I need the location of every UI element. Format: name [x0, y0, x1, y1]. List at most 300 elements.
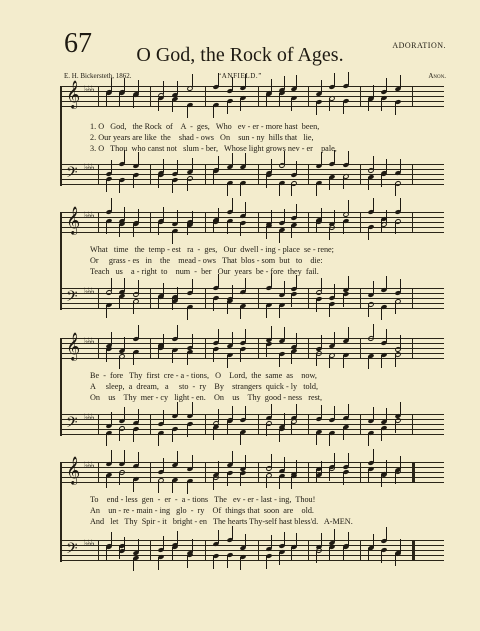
note-stem: [271, 404, 272, 417]
note-stem: [119, 224, 120, 237]
note-stem: [172, 231, 173, 244]
note-stem: [245, 153, 246, 166]
note-stem: [316, 469, 317, 482]
barline: [308, 86, 309, 106]
barline: [98, 414, 99, 434]
note-stem: [329, 433, 330, 446]
note-stem: [279, 93, 280, 106]
lyric-line: 1. O God, the Rock of A - ges, Who ev - er - more hast been,: [90, 122, 320, 131]
barline: [308, 164, 309, 184]
note-stem: [111, 412, 112, 425]
note-stem: [177, 325, 178, 338]
note-stem: [158, 345, 159, 358]
note-stem: [158, 98, 159, 111]
note-stem: [386, 527, 387, 540]
barline: [205, 414, 206, 434]
note-stem: [177, 210, 178, 223]
note-stem: [227, 183, 228, 196]
note-stem: [368, 433, 369, 446]
bass-clef-icon: 𝄢: [66, 414, 78, 435]
key-signature-icon: ♭♭♭: [84, 461, 94, 471]
note-stem: [245, 278, 246, 291]
lyric-line: Be - fore Thy first cre - a - tions, O Lord, the same as now,: [90, 371, 317, 380]
note-stem: [279, 230, 280, 243]
note-stem: [111, 78, 112, 91]
note-stem: [373, 407, 374, 420]
barline: [205, 462, 206, 482]
note-stem: [232, 332, 233, 345]
note-stem: [334, 73, 335, 86]
note-stem: [395, 471, 396, 484]
note-stem: [266, 423, 267, 436]
note-stem: [321, 80, 322, 93]
note-stem: [291, 225, 292, 238]
note-stem: [172, 480, 173, 493]
note-stem: [240, 432, 241, 445]
note-stem: [316, 183, 317, 196]
note-stem: [368, 227, 369, 240]
barline: [205, 86, 206, 106]
note-stem: [296, 204, 297, 217]
note-stem: [218, 156, 219, 169]
lyric-line: 3. O Thou who canst not slum - ber, Whose light grows nev - er pale,: [90, 144, 337, 153]
note-stem: [386, 408, 387, 421]
note-stem: [192, 158, 193, 171]
note-stem: [213, 427, 214, 440]
note-stem: [106, 547, 107, 560]
note-stem: [291, 547, 292, 560]
barline: [205, 540, 206, 560]
barline: [258, 86, 259, 106]
note-stem: [245, 534, 246, 547]
note-stem: [284, 76, 285, 89]
note-stem: [124, 207, 125, 220]
note-stem: [279, 429, 280, 442]
note-stem: [218, 73, 219, 86]
note-stem: [111, 198, 112, 211]
note-stem: [400, 279, 401, 292]
note-stem: [106, 93, 107, 106]
note-stem: [158, 557, 159, 570]
barline: [360, 338, 361, 358]
note-stem: [284, 532, 285, 545]
note-stem: [291, 421, 292, 434]
note-stem: [106, 349, 107, 362]
note-stem: [138, 209, 139, 222]
note-stem: [213, 105, 214, 118]
note-stem: [133, 224, 134, 237]
key-signature-icon: ♭♭♭: [84, 539, 94, 549]
note-stem: [227, 421, 228, 434]
note-stem: [334, 284, 335, 297]
note-stem: [395, 221, 396, 234]
note-stem: [187, 105, 188, 118]
note-stem: [284, 327, 285, 340]
note-stem: [321, 152, 322, 165]
treble-clef-icon: 𝄞: [66, 80, 81, 108]
note-stem: [227, 473, 228, 486]
note-stem: [400, 402, 401, 415]
barline: [98, 86, 99, 106]
lyric-line: Teach us a - right to num - ber Our years be - fore they fail.: [90, 267, 319, 276]
note-stem: [291, 476, 292, 489]
note-stem: [133, 352, 134, 365]
note-stem: [334, 332, 335, 345]
note-stem: [284, 457, 285, 470]
barline: [360, 540, 361, 560]
note-stem: [163, 458, 164, 471]
note-stem: [240, 183, 241, 196]
lyric-line: 2. Our years are like the shad - ows On sun - ny hills that lie,: [90, 133, 314, 142]
barline: [98, 338, 99, 358]
note-stem: [138, 325, 139, 338]
note-stem: [106, 433, 107, 446]
note-stem: [284, 151, 285, 164]
note-stem: [177, 451, 178, 464]
note-stem: [218, 274, 219, 287]
note-stem: [395, 301, 396, 314]
note-stem: [133, 479, 134, 492]
note-stem: [177, 287, 178, 300]
note-stem: [232, 406, 233, 419]
barline: [258, 338, 259, 358]
note-stem: [271, 210, 272, 223]
note-stem: [386, 78, 387, 91]
staff-line: [62, 106, 444, 107]
note-stem: [240, 98, 241, 111]
note-stem: [368, 548, 369, 561]
note-stem: [368, 304, 369, 317]
bass-clef-icon: 𝄢: [66, 288, 78, 309]
barline: [98, 462, 99, 482]
note-stem: [271, 79, 272, 92]
note-stem: [119, 428, 120, 441]
note-stem: [321, 405, 322, 418]
note-stem: [172, 547, 173, 560]
note-stem: [291, 351, 292, 364]
barline: [150, 288, 151, 308]
note-stem: [348, 404, 349, 417]
note-stem: [187, 222, 188, 235]
note-stem: [177, 402, 178, 415]
note-stem: [158, 480, 159, 493]
note-stem: [279, 183, 280, 196]
barline: [360, 86, 361, 106]
barline: [412, 212, 413, 232]
treble-clef-icon: 𝄞: [66, 332, 81, 360]
note-stem: [381, 307, 382, 320]
barline: [308, 414, 309, 434]
note-stem: [395, 183, 396, 196]
note-stem: [373, 156, 374, 169]
key-signature-icon: ♭♭♭: [84, 337, 94, 347]
note-stem: [386, 159, 387, 172]
note-stem: [172, 429, 173, 442]
note-stem: [111, 160, 112, 173]
note-stem: [163, 81, 164, 94]
composer-credit: Anon.: [428, 72, 446, 80]
note-stem: [279, 552, 280, 565]
barline: [258, 414, 259, 434]
note-stem: [279, 476, 280, 489]
note-stem: [400, 198, 401, 211]
bass-clef-icon: 𝄢: [66, 164, 78, 185]
note-stem: [138, 152, 139, 165]
note-stem: [177, 531, 178, 544]
barline: [205, 338, 206, 358]
note-stem: [106, 179, 107, 192]
note-stem: [177, 160, 178, 173]
note-stem: [187, 424, 188, 437]
note-stem: [334, 210, 335, 223]
note-stem: [316, 102, 317, 115]
note-stem: [400, 335, 401, 348]
category-label: ADORATION.: [392, 41, 446, 50]
note-stem: [177, 81, 178, 94]
note-stem: [245, 455, 246, 468]
note-stem: [343, 427, 344, 440]
barline: [150, 414, 151, 434]
note-stem: [240, 473, 241, 486]
note-stem: [172, 297, 173, 310]
note-stem: [291, 294, 292, 307]
note-stem: [240, 223, 241, 236]
note-stem: [119, 296, 120, 309]
note-stem: [381, 428, 382, 441]
note-stem: [386, 460, 387, 473]
note-stem: [395, 420, 396, 433]
note-stem: [213, 171, 214, 184]
note-stem: [291, 183, 292, 196]
note-stem: [343, 101, 344, 114]
note-stem: [119, 472, 120, 485]
author-credit: E. H. Bickersteth, 1862.: [64, 72, 132, 80]
note-stem: [111, 278, 112, 291]
note-stem: [279, 305, 280, 318]
barline: [205, 212, 206, 232]
note-stem: [245, 329, 246, 342]
barline: [412, 288, 413, 308]
note-stem: [106, 221, 107, 234]
barline: [98, 212, 99, 232]
bass-staff: [62, 164, 444, 184]
barline: [258, 164, 259, 184]
note-stem: [343, 547, 344, 560]
note-stem: [163, 536, 164, 549]
note-stem: [316, 550, 317, 563]
note-stem: [124, 407, 125, 420]
note-stem: [316, 299, 317, 312]
barline: [360, 164, 361, 184]
note-stem: [368, 98, 369, 111]
note-stem: [271, 326, 272, 339]
note-stem: [192, 455, 193, 468]
note-stem: [373, 281, 374, 294]
note-stem: [343, 355, 344, 368]
note-stem: [240, 557, 241, 570]
note-stem: [213, 220, 214, 233]
note-stem: [381, 219, 382, 232]
treble-staff: [62, 206, 444, 234]
note-stem: [284, 413, 285, 426]
note-stem: [291, 98, 292, 111]
note-stem: [368, 177, 369, 190]
note-stem: [119, 180, 120, 193]
lyric-line: And let Thy Spir - it bright - en The hearts Thy-self hast bless'd. A-MEN.: [90, 517, 353, 526]
note-stem: [172, 350, 173, 363]
barline: [412, 338, 413, 358]
note-stem: [192, 539, 193, 552]
note-stem: [400, 75, 401, 88]
note-stem: [343, 294, 344, 307]
barline: [308, 288, 309, 308]
note-stem: [138, 80, 139, 93]
note-stem: [111, 450, 112, 463]
note-stem: [133, 429, 134, 442]
note-stem: [138, 539, 139, 552]
note-stem: [213, 556, 214, 569]
lyric-line: Or grass - es in the mead - ows That blos - som but to die:: [90, 256, 323, 265]
note-stem: [138, 409, 139, 422]
note-stem: [348, 72, 349, 85]
note-stem: [187, 555, 188, 568]
barline: [205, 288, 206, 308]
note-stem: [227, 101, 228, 114]
note-stem: [119, 546, 120, 559]
barline: [308, 462, 309, 482]
barline: [360, 288, 361, 308]
note-stem: [163, 207, 164, 220]
barline: [412, 414, 413, 434]
note-stem: [192, 334, 193, 347]
note-stem: [119, 93, 120, 106]
note-stem: [266, 305, 267, 318]
note-stem: [296, 533, 297, 546]
lyric-line: A sleep, a dream, a sto - ry By strangers quick - ly told,: [90, 382, 319, 391]
note-stem: [232, 153, 233, 166]
treble-staff: [62, 80, 444, 108]
note-stem: [296, 333, 297, 346]
note-stem: [348, 276, 349, 289]
note-stem: [213, 477, 214, 490]
note-stem: [240, 306, 241, 319]
note-stem: [386, 329, 387, 342]
note-stem: [245, 74, 246, 87]
note-stem: [329, 98, 330, 111]
note-stem: [271, 159, 272, 172]
note-stem: [192, 279, 193, 292]
tune-name: “ANFIELD.”: [218, 72, 262, 80]
note-stem: [368, 469, 369, 482]
note-stem: [321, 335, 322, 348]
note-stem: [119, 356, 120, 369]
lyric-line: What time the temp - est ra - ges, Our dwell - ing - place se - rene;: [90, 245, 334, 254]
note-stem: [133, 558, 134, 571]
note-stem: [329, 177, 330, 190]
note-stem: [329, 355, 330, 368]
note-stem: [279, 354, 280, 367]
note-stem: [395, 553, 396, 566]
barline: [360, 414, 361, 434]
note-stem: [381, 98, 382, 111]
note-stem: [348, 200, 349, 213]
note-stem: [266, 94, 267, 107]
barline: [258, 288, 259, 308]
note-stem: [232, 451, 233, 464]
barline: [150, 212, 151, 232]
note-stem: [284, 209, 285, 222]
note-stem: [187, 352, 188, 365]
note-stem: [400, 456, 401, 469]
note-stem: [187, 307, 188, 320]
note-stem: [343, 176, 344, 189]
note-stem: [373, 449, 374, 462]
note-stem: [232, 526, 233, 539]
barline: [308, 338, 309, 358]
key-signature-icon: ♭♭♭: [84, 85, 94, 95]
note-stem: [218, 461, 219, 474]
note-stem: [106, 475, 107, 488]
note-stem: [124, 450, 125, 463]
note-stem: [124, 278, 125, 291]
barline: [98, 164, 99, 184]
note-stem: [316, 220, 317, 233]
treble-clef-icon: 𝄞: [66, 206, 81, 234]
note-stem: [138, 452, 139, 465]
note-stem: [368, 356, 369, 369]
staff-line: [62, 560, 444, 561]
note-stem: [329, 468, 330, 481]
note-stem: [138, 280, 139, 293]
note-stem: [334, 529, 335, 542]
lyric-line: To end - less gen - er - a - tions The ev - er - last - ing, Thou!: [90, 495, 316, 504]
note-stem: [381, 550, 382, 563]
note-stem: [386, 276, 387, 289]
note-stem: [158, 222, 159, 235]
note-stem: [106, 305, 107, 318]
note-stem: [296, 404, 297, 417]
note-stem: [321, 278, 322, 291]
bass-clef-icon: 𝄢: [66, 540, 78, 561]
barline: [150, 338, 151, 358]
barline: [258, 212, 259, 232]
note-stem: [271, 535, 272, 548]
hymn-title: O God, the Rock of Ages.: [136, 44, 344, 66]
note-stem: [133, 301, 134, 314]
key-signature-icon: ♭♭♭: [84, 163, 94, 173]
note-stem: [271, 274, 272, 287]
note-stem: [232, 77, 233, 90]
note-stem: [158, 296, 159, 309]
note-stem: [245, 202, 246, 215]
note-stem: [227, 355, 228, 368]
note-stem: [213, 349, 214, 362]
barline: [98, 288, 99, 308]
note-stem: [395, 102, 396, 115]
barline: [412, 164, 413, 184]
note-stem: [163, 410, 164, 423]
note-stem: [329, 304, 330, 317]
barline: [258, 462, 259, 482]
barline: [150, 540, 151, 560]
barline: [205, 164, 206, 184]
note-stem: [192, 402, 193, 415]
barline: [98, 540, 99, 560]
treble-clef-icon: 𝄞: [66, 456, 81, 484]
note-stem: [284, 281, 285, 294]
note-stem: [158, 433, 159, 446]
key-signature-icon: ♭♭♭: [84, 211, 94, 221]
